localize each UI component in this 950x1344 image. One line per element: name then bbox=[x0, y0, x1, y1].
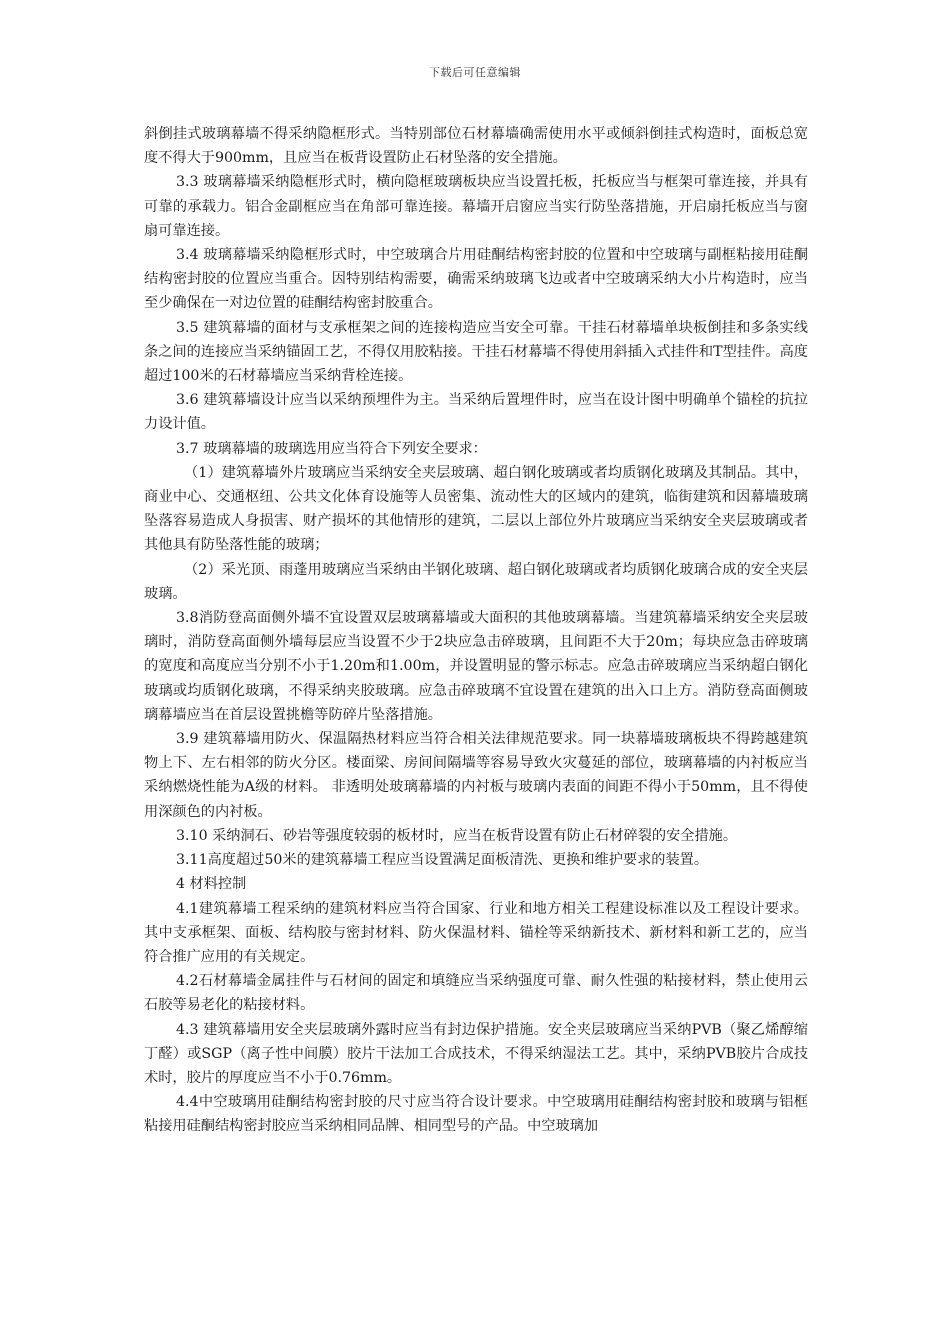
paragraph-3-6: 3.6 建筑幕墙设计应当以采纳预埋件为主。当采纳后置埋件时，应当在设计图中明确单个锚栓的抗拉力设计值。 bbox=[144, 392, 808, 433]
page-header: 下载后可任意编辑 bbox=[429, 66, 521, 79]
section-heading-4: 4 材料控制 bbox=[176, 876, 247, 893]
paragraph-3-11: 3.11高度超过50米的建筑幕墙工程应当设置满足面板清洗、更换和维护要求的装置。 bbox=[176, 852, 709, 869]
paragraph-3-3: 3.3 玻璃幕墙采纳隐框形式时，横向隐框玻璃板块应当设置托板，托板应当与框架可靠连接，并具有可靠的承载力。铝合金副框应当在角部可靠连接。幕墙开启窗应当实行防坠落措施，开启扇托板应当与窗扇可靠连接。 bbox=[144, 174, 808, 239]
paragraph-3-10: 3.10 采纳洞石、砂岩等强度较弱的板材时，应当在板背设置有防止石材碎裂的安全措施。 bbox=[176, 827, 738, 844]
paragraph-3-7-item-2: （2）采光顶、雨蓬用玻璃应当采纳由半钢化玻璃、超白钢化玻璃或者均质钢化玻璃合成的安全夹层玻璃。 bbox=[144, 561, 808, 602]
paragraph-3-8: 3.8消防登高面侧外墙不宜设置双层玻璃幕墙或大面积的其他玻璃幕墙。当建筑幕墙采纳安全夹层玻璃时，消防登高面侧外墙每层应当设置不少于2块应急击碎玻璃，且间距不大于20m；每块应急击碎玻璃的宽度和高度应当分别不小于1.20m和1.00m，并设置明显的警示标志。应急击碎玻璃应当采纳超白钢化玻璃或均质钢化玻璃，不得采纳夹胶玻璃。应急击碎玻璃不宜设置在建筑的出入口上方。消防登高面侧玻璃幕墙应当在首层设置挑檐等防碎片坠落措施。 bbox=[144, 610, 808, 723]
document-body bbox=[144, 122, 808, 1139]
paragraph-4-3: 4.3 建筑幕墙用安全夹层玻璃外露时应当有封边保护措施。安全夹层玻璃应当采纳PVB（聚乙烯醇缩丁醛）或SGP（离子性中间膜）胶片干法加工合成技术，不得采纳湿法工艺。其中，采纳PVB胶片合成技术时，胶片的厚度应当不小于0.76mm。 bbox=[144, 1021, 808, 1086]
paragraph-4-1: 4.1建筑幕墙工程采纳的建筑材料应当符合国家、行业和地方相关工程建设标准以及工程设计要求。其中支承框架、面板、结构胶与密封材料、防火保温材料、锚栓等采纳新技术、新材料和新工艺的，应当符合推广应用的有关规定。 bbox=[144, 900, 808, 965]
paragraph-3-7: 3.7 玻璃幕墙的玻璃选用应当符合下列安全要求： bbox=[176, 440, 487, 457]
paragraph-3-9: 3.9 建筑幕墙用防火、保温隔热材料应当符合相关法律规范要求。同一块幕墙玻璃板块不得跨越建筑物上下、左右相邻的防火分区。楼面梁、房间间隔墙等容易导致火灾蔓延的部位，玻璃幕墙的内衬板应当采纳燃烧性能为A级的材料。 非透明处玻璃幕墙的内衬板与玻璃内表面的间距不得小于50mm，且不得使用深颜色的内衬板。 bbox=[144, 731, 808, 820]
paragraph-3-4: 3.4 玻璃幕墙采纳隐框形式时，中空玻璃合片用硅酮结构密封胶的位置和中空玻璃与副框粘接用硅酮结构密封胶的位置应当重合。因特别结构需要，确需采纳玻璃飞边或者中空玻璃采纳大小片构造时，应当至少确保在一对边位置的硅酮结构密封胶重合。 bbox=[144, 247, 808, 312]
paragraph-4-4: 4.4中空玻璃用硅酮结构密封胶的尺寸应当符合设计要求。中空玻璃用硅酮结构密封胶和玻璃与铝框粘接用硅酮结构密封胶应当采纳相同品牌、相同型号的产品。中空玻璃加 bbox=[144, 1094, 808, 1135]
paragraph-4-2: 4.2石材幕墙金属挂件与石材间的固定和填缝应当采纳强度可靠、耐久性强的粘接材料，禁止使用云石胶等易老化的粘接材料。 bbox=[144, 973, 808, 1014]
paragraph-3-5: 3.5 建筑幕墙的面材与支承框架之间的连接构造应当安全可靠。干挂石材幕墙单块板倒挂和多条实线条之间的连接应当采纳锚固工艺，不得仅用胶粘接。干挂石材幕墙不得使用斜插入式挂件和T型挂件。高度超过100米的石材幕墙应当采纳背栓连接。 bbox=[144, 319, 808, 385]
paragraph-3-7-item-1: （1）建筑幕墙外片玻璃应当采纳安全夹层玻璃、超白钢化玻璃或者均质钢化玻璃及其制品。其中，商业中心、交通枢纽、公共文化体育设施等人员密集、流动性大的区域内的建筑，临街建筑和因幕墙玻璃坠落容易造成人身损害、财产损坏的其他情形的建筑，二层以上部位外片玻璃应当采纳安全夹层玻璃或者其他具有防坠落性能的玻璃； bbox=[144, 464, 808, 554]
paragraph-continuation: 斜倒挂式玻璃幕墙不得采纳隐框形式。当特别部位石材幕墙确需使用水平或倾斜倒挂式构造时，面板总宽度不得大于900mm，且应当在板背设置防止石材坠落的安全措施。 bbox=[144, 126, 808, 167]
